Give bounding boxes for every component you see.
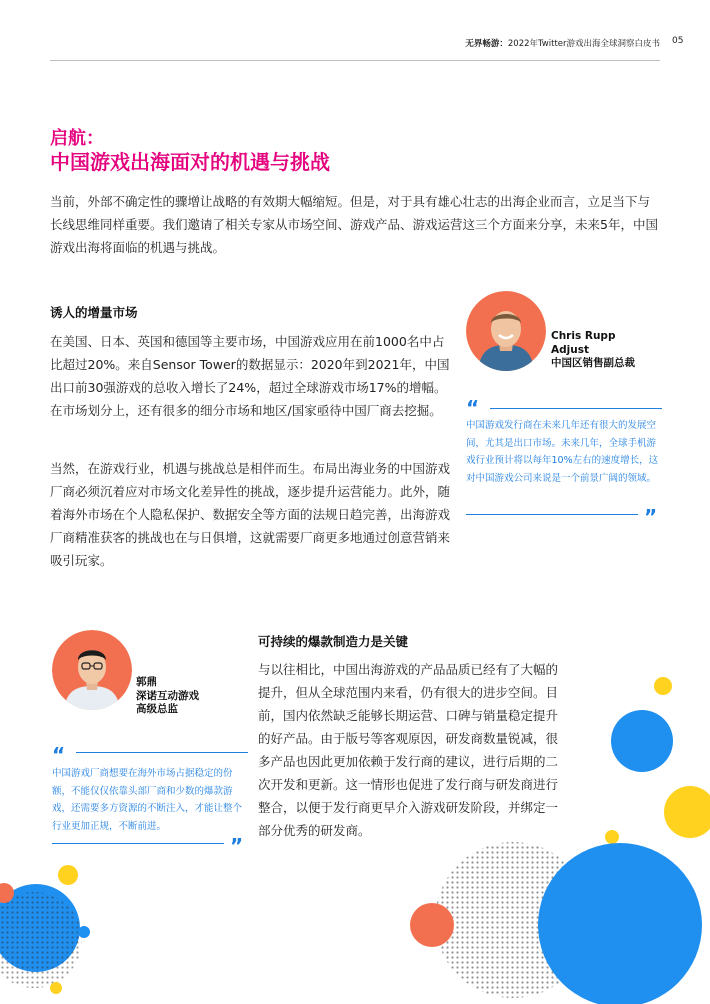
expert2-portrait-icon — [52, 630, 132, 710]
header-divider — [50, 60, 660, 61]
intro-paragraph: 当前，外部不确定性的骤增让战略的有效期大幅缩短。但是，对于具有雄心壮志的出海企业而言，立足当下与长线思维同样重要。我们邀请了相关专家从市场空间、游戏产品、游戏运营这三个方面来分享，未来5年，中国游戏出海将面临的机遇与挑战。 — [50, 194, 658, 255]
expert1-name: Chris Rupp — [551, 330, 616, 342]
expert1-role: 中国区销售副总裁 — [551, 357, 635, 369]
expert2-name: 郭鼎 — [136, 676, 157, 688]
decor-yellow-circle — [664, 786, 710, 838]
decor-yellow-dot — [58, 865, 78, 885]
decor-orange-circle — [410, 903, 454, 947]
quote-close-icon: ” — [644, 505, 658, 529]
expert1-avatar — [466, 291, 546, 371]
decor-yellow-dot — [605, 830, 619, 844]
quote-divider-bottom — [466, 514, 638, 515]
expert2-quote: 中国游戏厂商想要在海外市场占据稳定的份额，不能仅仅依靠头部厂商和少数的爆款游戏，还需要多方资源的不断注入，才能让整个行业更加正规，不断前进。 — [52, 768, 243, 832]
page-number: 05 — [672, 36, 684, 46]
expert2-company: 深诺互动游戏 — [136, 689, 199, 702]
expert1-info — [551, 330, 635, 371]
decor-blue-circle — [611, 710, 673, 772]
running-header-rest: 2022年Twitter游戏出海全球洞察白皮书 — [507, 39, 660, 49]
expert2-role: 高级总监 — [136, 703, 178, 715]
section2-paragraph: 与以往相比，中国出海游戏的产品品质已经有了大幅的提升，但从全球范围内来看，仍有很大的进步空间。目前，国内依然缺乏能够长期运营、口碑与销量稳定提升的好产品。由于版号等客观原因，研发商数量锐减，很多产品也因此更加依赖于发行商的建议，进行后期的二次开发和更新。这一情形也促进了发行商与研发商进行整合，以便于发行商更早介入游戏研发阶段，并绑定一部分优秀的研发商。 — [258, 662, 559, 838]
quote-divider-top — [76, 752, 248, 753]
expert1-company: Adjust — [551, 343, 589, 356]
running-header-bold: 无界畅游： — [465, 39, 508, 49]
section2-heading: 可持续的爆款制造力是关键 — [258, 634, 409, 649]
decor-blue-large-circle — [538, 843, 702, 1004]
expert1-portrait-icon — [466, 291, 546, 371]
section-kicker: 启航： — [50, 128, 104, 149]
section1-paragraph-1: 在美国、日本、英国和德国等主要市场，中国游戏应用在前1000名中占比超过20%。来自Sensor Tower的数据显示：2020年到2021年，中国出口前30强游戏的总收入增长了24%，超过全球游戏市场17%的增幅。在市场划分上，还有很多的细分市场和地区/国家亟待中国厂商去挖掘。 — [50, 334, 450, 418]
quote-open-icon: “ — [52, 743, 66, 767]
running-header — [400, 37, 660, 49]
quote-divider-bottom — [52, 843, 224, 844]
decor-yellow-dot — [654, 677, 672, 695]
decor-blue-dot — [78, 926, 90, 938]
expert1-quote: 中国游戏发行商在未来几年还有很大的发展空间，尤其是出口市场。未来几年，全球手机游戏行业预计将以每年10%左右的速度增长，这对中国游戏公司来说是一个前景广阔的领域。 — [466, 420, 659, 484]
quote-close-icon: ” — [230, 834, 244, 858]
expert2-info — [136, 676, 199, 717]
decor-yellow-dot — [50, 982, 62, 994]
page-title: 中国游戏出海面对的机遇与挑战 — [50, 150, 330, 174]
section1-heading: 诱人的增量市场 — [50, 305, 138, 320]
quote-divider-top — [490, 408, 662, 409]
quote-open-icon: “ — [466, 396, 480, 420]
section1-paragraph-2: 当然，在游戏行业，机遇与挑战总是相伴而生。布局出海业务的中国游戏厂商必须沉着应对市场文化差异性的挑战，逐步提升运营能力。此外，随着海外市场在个人隐私保护、数据安全等方面的法规日趋完善，出海游戏厂商精准获客的挑战也在与日俱增，这就需要厂商更多地通过创意营销来吸引玩家。 — [50, 461, 451, 568]
expert2-avatar — [52, 630, 132, 710]
